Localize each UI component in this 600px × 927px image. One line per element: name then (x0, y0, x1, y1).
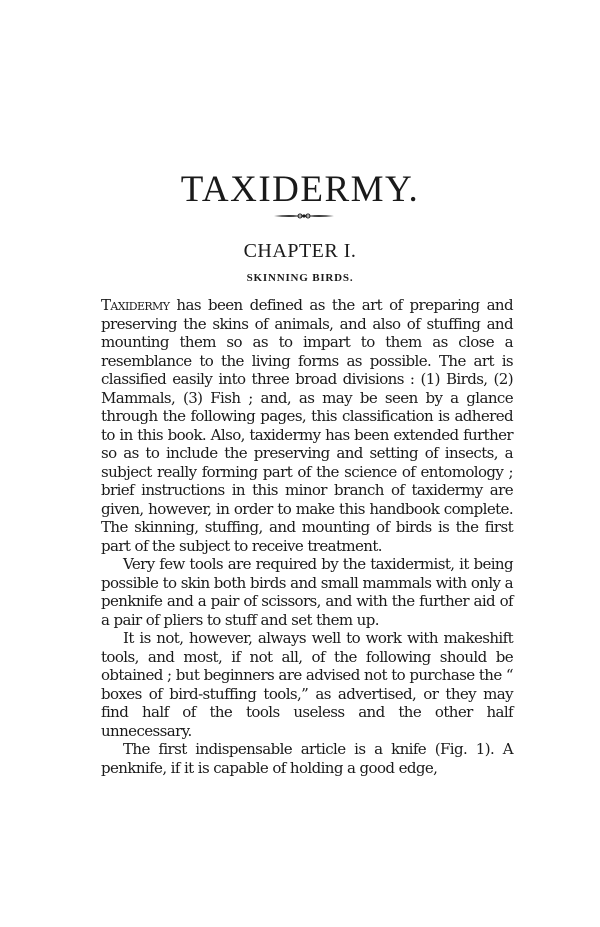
paragraph-2: Very few tools are required by the taxidermist, it being possible to skin both birds and small mammals with only a penknife and a pair of scissors, and with the further aid of a pair of pliers to stuff and set them up. (101, 555, 513, 629)
paragraph-1 (101, 296, 513, 555)
chapter-heading: CHAPTER I. (243, 240, 357, 262)
paragraph-4: The first indispensable article is a knife (Fig. 1). A penknife, if it is capable of holding a good edge, (101, 740, 513, 777)
ornament-divider (272, 210, 336, 222)
paragraph-text: has been defined as the art of preparing and preserving the skins of animals, and also of stuffing and mounting them so as to impart to them as close a resemblance to the living forms as possible. The art is classified easily into three broad divisions : (1) Birds, (2) Mammals, (3) Fish ; and, as may be seen by a glance through the following pages, this classification is adhered to in this book. Also, taxidermy has been extended further so as to include the preserving and setting of insects, a subject really forming part of the science of entomology ; brief instructions in this minor branch of taxidermy are given, however, in order to make this handbook complete. The skinning, stuffing, and mounting of birds is the first part of the subject to receive treatment. (101, 296, 513, 555)
body-text (101, 296, 513, 777)
chapter-subtitle: SKINNING BIRDS. (246, 272, 354, 284)
page-title: TAXIDERMY. (180, 169, 420, 210)
paragraph-3: It is not, however, always well to work with makeshift tools, and most, if not all, of the following should be obtained ; but beginners are advised not to purchase the “ boxes of bird-stuffing tools,” as advertised, or they may find half of the tools useless and the other half unnecessary. (101, 629, 513, 740)
paragraph-lead-word: Taxidermy (101, 296, 170, 314)
